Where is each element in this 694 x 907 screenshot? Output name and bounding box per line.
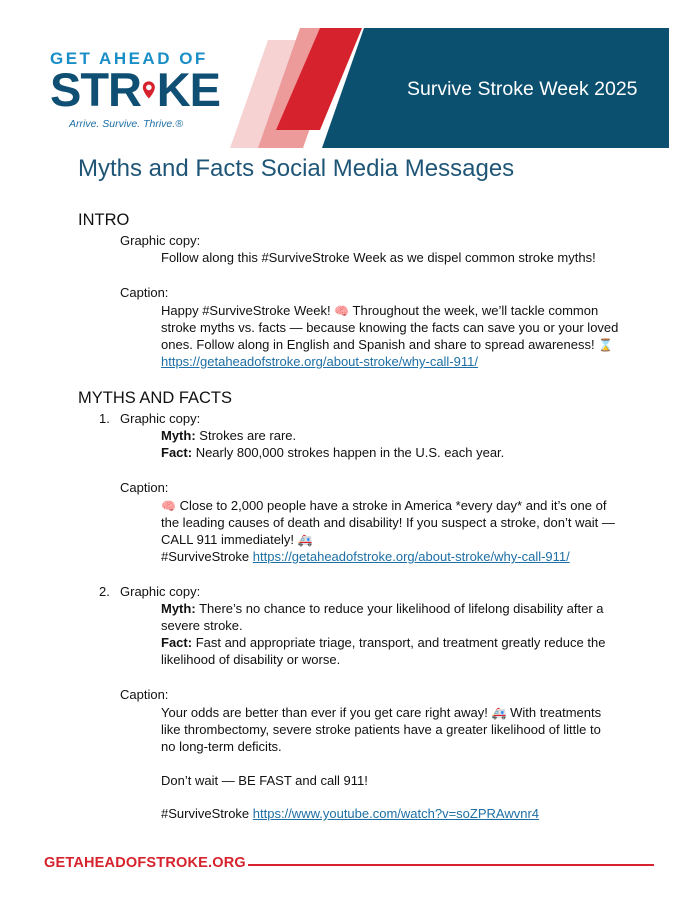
item-2-myth-line-2: severe stroke.: [161, 618, 243, 633]
item-2-caption-text-b: With treatments: [510, 705, 602, 720]
item-2-caption-line-2: like thrombectomy, severe stroke patients have a greater likelihood of little to: [161, 722, 601, 737]
item-1-caption-line-1: [161, 497, 621, 516]
intro-graphic-text: Follow along this #SurviveStroke Week as we dispel common stroke myths!: [161, 250, 596, 265]
item-2-caption-link[interactable]: https://www.youtube.com/watch?v=soZPRAwvnr4: [252, 806, 540, 821]
ambulance-icon: 🚑: [491, 706, 507, 720]
logo-top-text: GET AHEAD OF: [50, 49, 208, 68]
item-2-caption-line-1: [161, 704, 621, 723]
intro-caption-text-a: Happy #SurviveStroke Week!: [161, 303, 331, 318]
myths-heading: MYTHS AND FACTS: [78, 389, 233, 407]
item-1-fact-text: Nearly 800,000 strokes happen in the U.S. each year.: [195, 445, 505, 460]
item-1-number: 1.: [99, 411, 110, 426]
page-title: Myths and Facts Social Media Messages: [78, 155, 515, 182]
item-2-myth: [161, 600, 621, 618]
intro-caption-link[interactable]: https://getaheadofstroke.org/about-stroke/why-call-911/: [161, 354, 478, 369]
location-pin-icon: [142, 68, 156, 112]
item-2-myth-label: Myth:: [161, 601, 196, 616]
item-1-hashtag: #SurviveStroke: [161, 549, 250, 564]
intro-caption-line-3: [161, 336, 621, 355]
intro-caption-text-c: ones. Follow along in English and Spanish and share to spread awareness!: [161, 337, 595, 352]
item-1-graphic-label: Graphic copy:: [120, 411, 201, 426]
intro-graphic-label: Graphic copy:: [120, 233, 201, 248]
item-1-caption-line-2: the leading causes of death and disability! If you suspect a stroke, don’t wait —: [161, 515, 615, 530]
brain-icon: 🧠: [334, 304, 350, 318]
logo-wordmark-left: STR: [50, 63, 141, 116]
ambulance-icon: 🚑: [297, 533, 313, 547]
item-2-caption-text-a: Your odds are better than ever if you get care right away!: [161, 705, 488, 720]
item-1-caption-link[interactable]: https://getaheadofstroke.org/about-stroke/why-call-911/: [252, 549, 570, 564]
item-2-fact-line-2: likelihood of disability or worse.: [161, 652, 341, 667]
item-2-fact-text: Fast and appropriate triage, transport, and treatment greatly reduce the: [195, 635, 606, 650]
logo-tagline: Arrive. Survive. Thrive.®: [69, 118, 183, 130]
item-2-caption-line-3: no long-term deficits.: [161, 739, 282, 754]
intro-caption-link-line: [161, 353, 621, 371]
item-1-myth: [161, 427, 621, 445]
item-2-fact-label: Fact:: [161, 635, 193, 650]
item-1-fact-label: Fact:: [161, 445, 193, 460]
logo-wordmark-right: KE: [156, 63, 220, 116]
item-1-caption-text-a: Close to 2,000 people have a stroke in America *every day* and it’s one of: [179, 498, 607, 513]
intro-caption-line-1: [161, 302, 621, 321]
item-2-hashtag: #SurviveStroke: [161, 806, 250, 821]
item-2-number: 2.: [99, 584, 110, 599]
item-2-fact: [161, 634, 621, 652]
footer-divider: [248, 864, 654, 866]
item-1-fact: [161, 444, 621, 462]
item-2-myth-text: There’s no chance to reduce your likelihood of lifelong disability after a: [199, 601, 604, 616]
item-1-caption-text-c: CALL 911 immediately!: [161, 532, 294, 547]
item-2-caption-link-line: [161, 805, 621, 823]
banner-title: Survive Stroke Week 2025: [407, 78, 638, 100]
item-1-caption-link-line: [161, 548, 621, 566]
item-1-myth-text: Strokes are rare.: [199, 428, 297, 443]
item-2-caption-label: Caption:: [120, 687, 169, 702]
intro-caption-line-2: stroke myths vs. facts — because knowing the facts can save you or your loved: [161, 320, 619, 335]
item-2-cta: Don’t wait — BE FAST and call 911!: [161, 773, 368, 788]
intro-caption-label: Caption:: [120, 285, 169, 300]
intro-heading: INTRO: [78, 211, 130, 229]
logo-wordmark: [50, 63, 220, 116]
item-1-caption-line-3: [161, 531, 621, 550]
logo: [50, 50, 220, 130]
footer-site-link[interactable]: GETAHEADOFSTROKE.ORG: [44, 855, 246, 871]
hourglass-icon: ⌛: [598, 338, 614, 352]
intro-caption-text-b: Throughout the week, we’ll tackle common: [352, 303, 599, 318]
item-1-myth-label: Myth:: [161, 428, 196, 443]
brain-icon: 🧠: [161, 499, 176, 513]
item-2-graphic-label: Graphic copy:: [120, 584, 201, 599]
item-1-caption-label: Caption:: [120, 480, 169, 495]
